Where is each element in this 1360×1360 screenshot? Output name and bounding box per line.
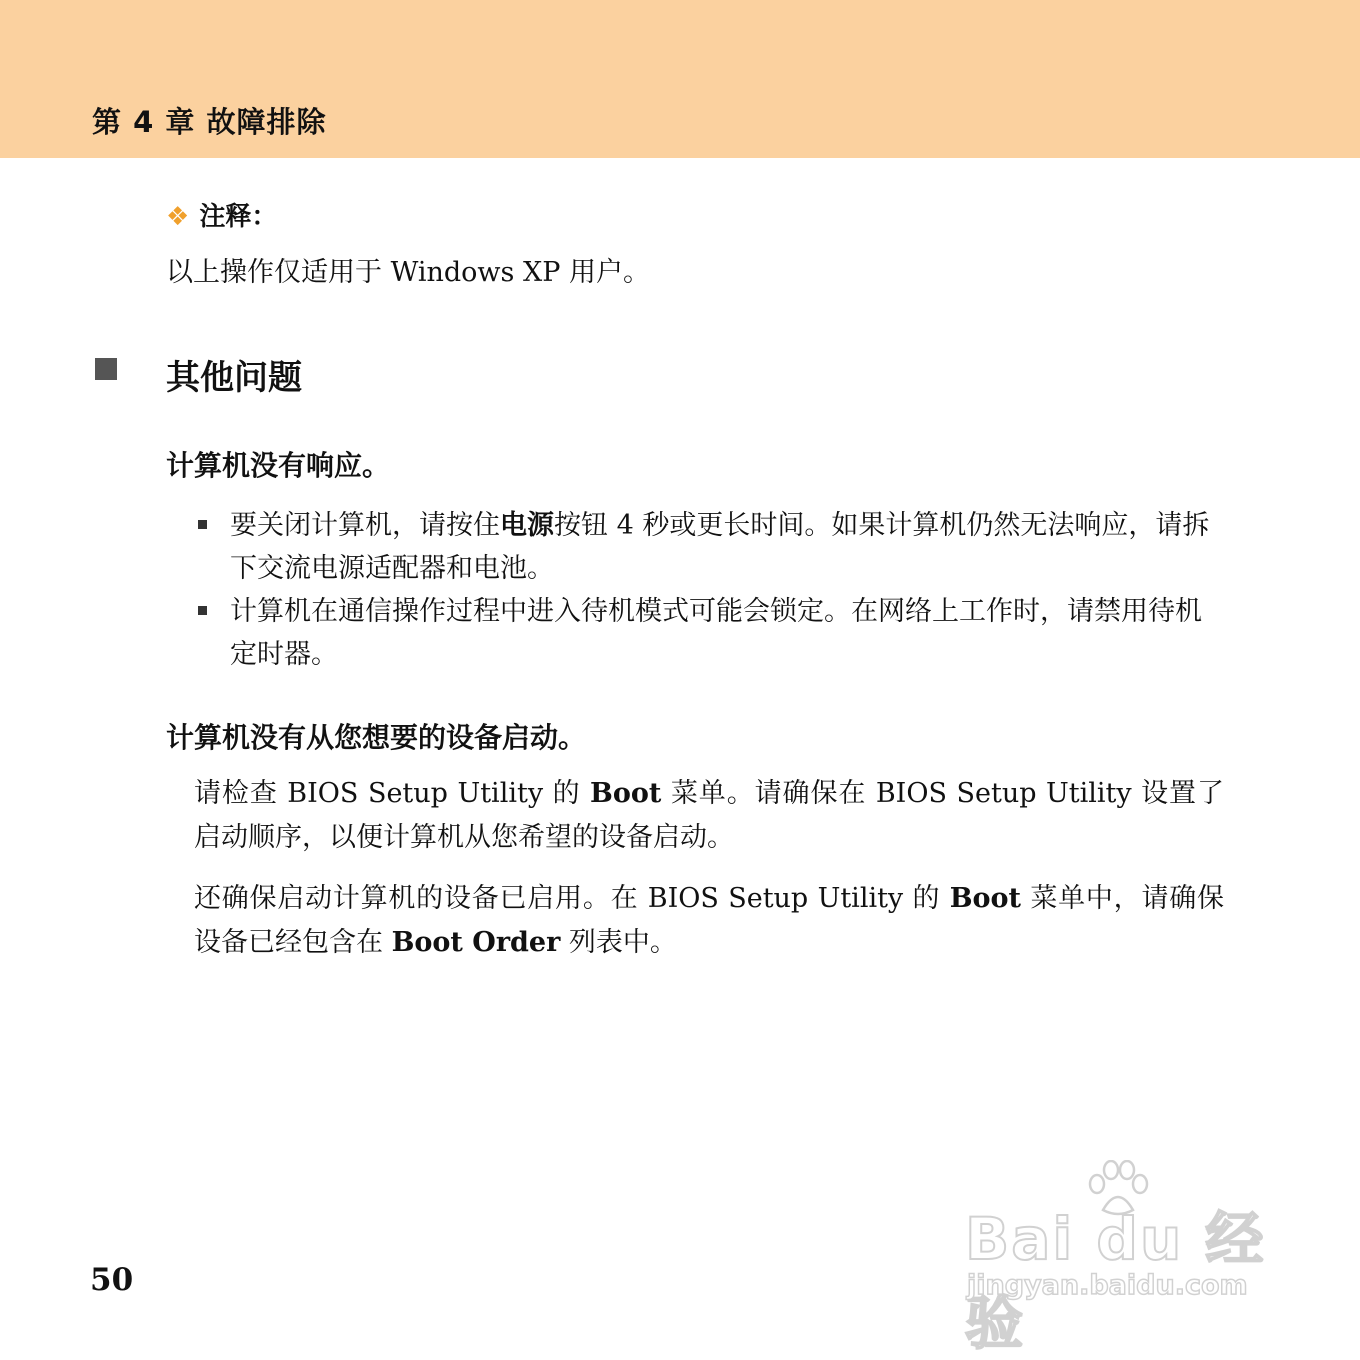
diamond-cluster-icon: ❖ — [166, 202, 190, 232]
issue1-bullet-list — [196, 504, 1226, 676]
note-label: 注释： — [199, 202, 278, 232]
baidu-watermark — [965, 1160, 1285, 1357]
chapter-header-band — [0, 0, 1360, 158]
para1-a: 请检查 BIOS Setup Utility 的 — [194, 778, 591, 809]
para2-bold1: Boot — [949, 883, 1021, 914]
para1-b: 菜单。请确保在 BIOS Setup Utility 设置了启动顺序，以便计算机从您希望的设备启动。 — [194, 778, 1224, 853]
note-text: 以上操作仅适用于 Windows XP 用户。 — [166, 257, 650, 288]
bullet1-bold: 电源 — [500, 510, 554, 541]
issue-title-boot-device: 计算机没有从您想要的设备启动。 — [166, 721, 587, 754]
watermark-logo-text: Bai du 经验 — [965, 1205, 1266, 1357]
list-item — [196, 504, 1226, 590]
para2-a: 还确保启动计算机的设备已启用。在 BIOS Setup Utility 的 — [194, 883, 950, 914]
para1-bold: Boot — [590, 778, 662, 809]
bullet1-pre: 要关闭计算机，请按住 — [230, 510, 500, 541]
section-title: 其他问题 — [166, 358, 302, 398]
para2-c: 列表中。 — [560, 927, 677, 958]
chapter-title: 第 4 章 故障排除 — [92, 105, 327, 139]
bullet2-text: 计算机在通信操作过程中进入待机模式可能会锁定。在网络上工作时，请禁用待机定时器。 — [230, 596, 1202, 670]
bullet1-post: 按钮 4 秒或更长时间。如果计算机仍然无法响应，请拆下交流电源适配器和电池。 — [230, 510, 1210, 584]
note-heading — [166, 196, 277, 233]
square-bullet-icon — [198, 606, 207, 615]
issue-title-no-response: 计算机没有响应。 — [166, 449, 391, 482]
square-bullet-icon — [198, 520, 207, 529]
section-square-icon — [95, 358, 117, 380]
issue2-paragraph-2 — [194, 877, 1224, 965]
list-item — [196, 590, 1226, 676]
para2-bold2: Boot Order — [391, 927, 561, 958]
para2-b: 菜单中，请确保设备已经包含在 — [194, 883, 1224, 958]
watermark-url: jingyan.baidu.com — [967, 1270, 1248, 1301]
issue2-paragraph-1 — [194, 772, 1224, 860]
page-number: 50 — [90, 1262, 134, 1298]
